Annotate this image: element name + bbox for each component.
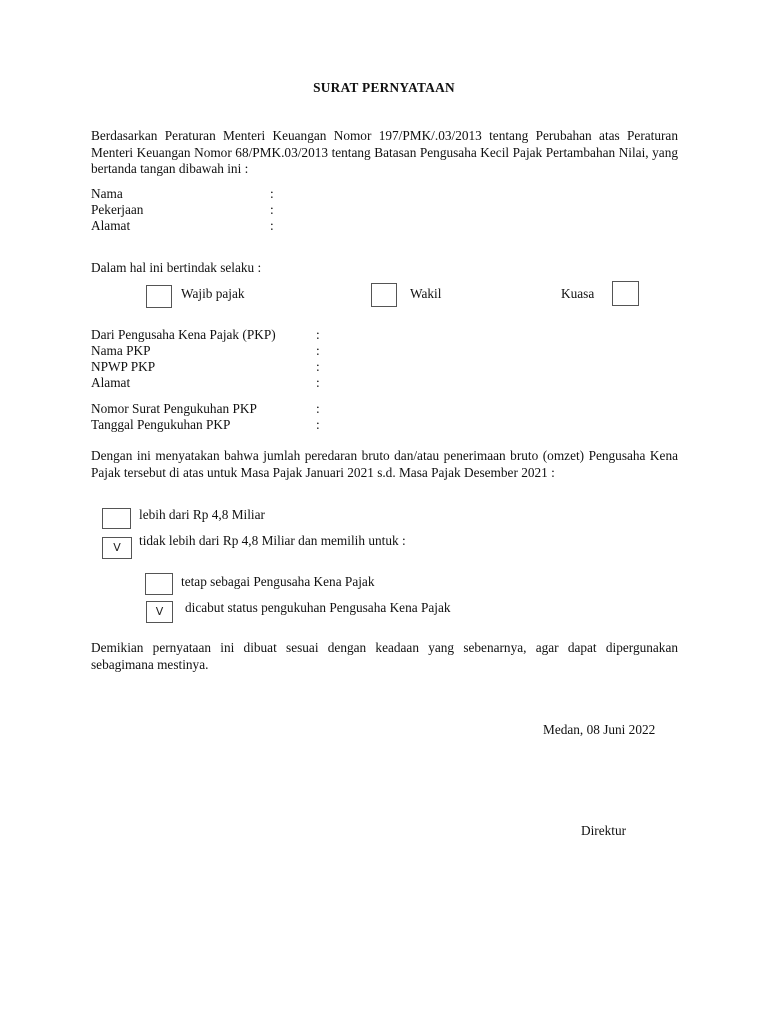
option-label-kuasa: Kuasa: [561, 286, 595, 301]
intro-paragraph: Berdasarkan Peraturan Menteri Keuangan Nomor 197/PMK/.03/2013 tentang Perubahan atas Peraturan Menteri Keuangan Nomor 68/PMK.03/2013 tentang Batasan Pengusaha Kecil Pajak Pertambahan Nilai, yang bertanda tangan dibawah ini :: [91, 128, 678, 176]
field-label-tanggal-pengukuhan: Tanggal Pengukuhan PKP: [91, 417, 231, 432]
signatory-title: Direktur: [581, 823, 627, 838]
field-colon: :: [270, 186, 274, 201]
option-label-tetap-pkp: tetap sebagai Pengusaha Kena Pajak: [181, 574, 375, 589]
place-date: Medan, 08 Juni 2022: [543, 722, 656, 737]
option-label-wajib-pajak: Wajib pajak: [181, 286, 245, 301]
field-label-npwp-pkp: NPWP PKP: [91, 359, 156, 374]
checkbox-tetap-pkp[interactable]: [145, 573, 173, 595]
closing-paragraph: Demikian pernyataan ini dibuat sesuai dengan keadaan yang sebenarnya, agar dapat dipergunakan sebagimana mestinya.: [91, 640, 678, 672]
checkbox-kuasa[interactable]: [612, 281, 639, 306]
field-label-alamat-pkp: Alamat: [91, 375, 131, 390]
field-colon: :: [316, 327, 320, 342]
checkbox-wajib-pajak[interactable]: [146, 285, 172, 308]
field-colon: :: [316, 343, 320, 358]
acting-as-label: Dalam hal ini bertindak selaku :: [91, 260, 262, 275]
checkbox-tidak-lebih-dari[interactable]: V: [102, 537, 132, 559]
field-label-pekerjaan: Pekerjaan: [91, 202, 144, 217]
field-label-nama: Nama: [91, 186, 123, 201]
field-label-nomor-surat: Nomor Surat Pengukuhan PKP: [91, 401, 257, 416]
document-title: SURAT PERNYATAAN: [313, 80, 455, 95]
field-label-nama-pkp: Nama PKP: [91, 343, 151, 358]
field-colon: :: [316, 375, 320, 390]
option-label-wakil: Wakil: [410, 286, 442, 301]
field-colon: :: [270, 202, 274, 217]
statement-paragraph: Dengan ini menyatakan bahwa jumlah peredaran bruto dan/atau penerimaan bruto (omzet) Pengusaha Kena Pajak tersebut di atas untuk Masa Pajak Januari 2021 s.d. Masa Pajak Desember 2021 :: [91, 448, 678, 480]
checkbox-lebih-dari[interactable]: [102, 508, 131, 529]
option-label-dicabut-status: dicabut status pengukuhan Pengusaha Kena Pajak: [185, 600, 451, 615]
field-colon: :: [270, 218, 274, 233]
checkbox-dicabut-status[interactable]: V: [146, 601, 173, 623]
field-colon: :: [316, 417, 320, 432]
field-colon: :: [316, 401, 320, 416]
field-label-dari-pkp: Dari Pengusaha Kena Pajak (PKP): [91, 327, 276, 342]
checkbox-wakil[interactable]: [371, 283, 397, 307]
option-label-lebih-dari: lebih dari Rp 4,8 Miliar: [139, 507, 265, 522]
option-label-tidak-lebih-dari: tidak lebih dari Rp 4,8 Miliar dan memilih untuk :: [139, 533, 406, 548]
field-label-alamat: Alamat: [91, 218, 131, 233]
field-colon: :: [316, 359, 320, 374]
